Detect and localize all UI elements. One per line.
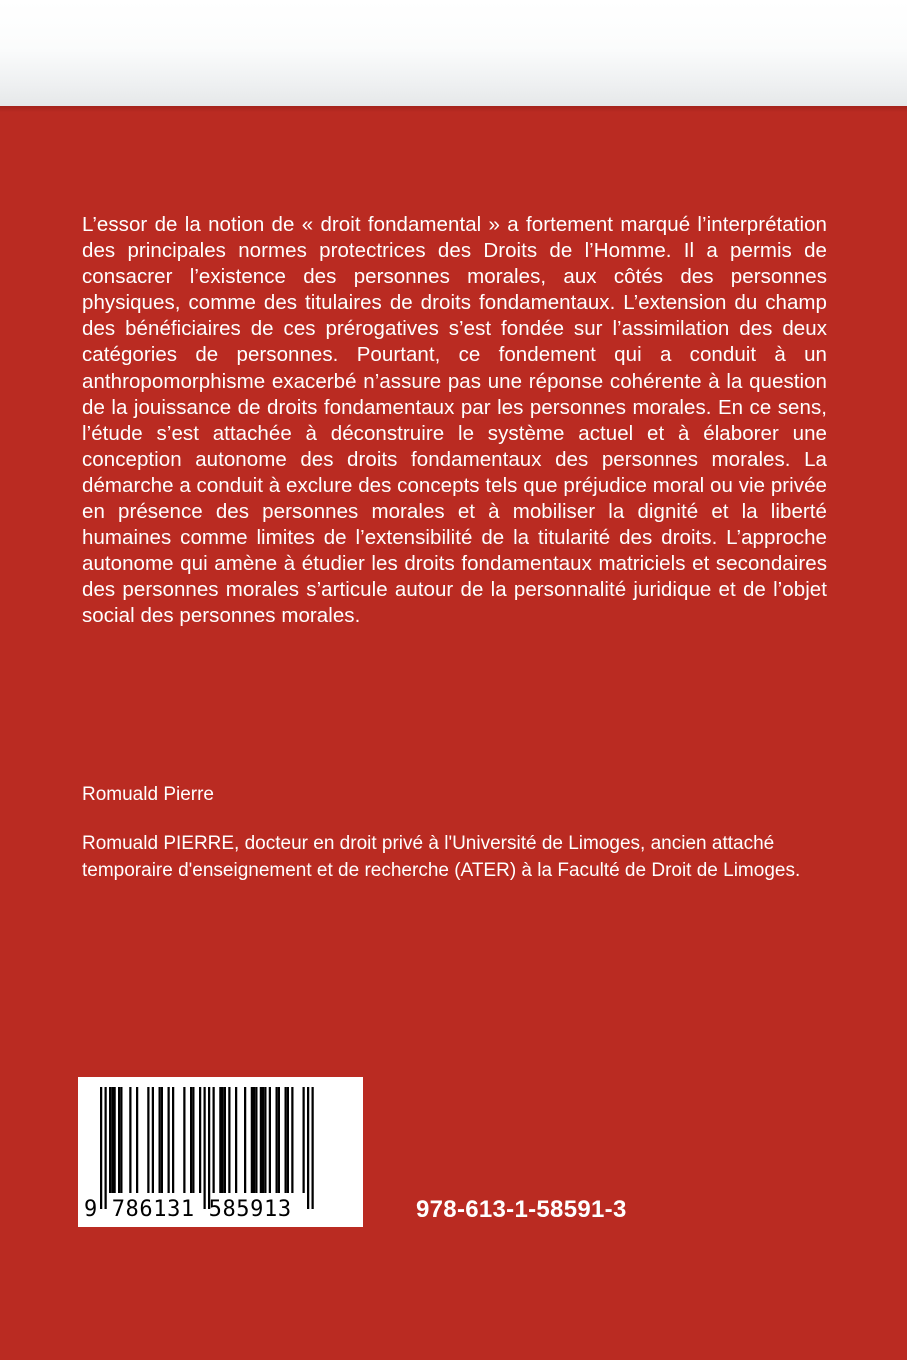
barcode-guard-bar	[307, 1087, 309, 1209]
barcode-bar	[251, 1087, 253, 1193]
barcode-bar	[276, 1087, 278, 1193]
back-cover-blurb: L’essor de la notion de « droit fondamental » a fortement marqué l’interprétation des principales normes protectrices des Droits de l’Homme. Il a permis de consacrer l’existence des personnes morales, aux côtés des personnes physiques, comme des titulaires de droits fondamentaux. L’extension du champ des bénéficiaires de ces prérogatives s’est fondée sur l’assimilation des deux catégories de personnes. Pourtant, ce fondement qui a conduit à un anthropomorphisme exacerbé n’assure pas une réponse cohérente à la question de la jouissance de droits fondamentaux par les personnes morales. En ce sens, l’étude s’est attachée à déconstruire le système actuel et à élaborer une conception autonome des droits fondamentaux des personnes morales. La démarche a conduit à exclure des concepts tels que préjudice moral ou vie privée en présence des personnes morales et à mobiliser la dignité et la liberté humaines comme limites de l’extensibilité de la titularité des droits. L’approche autonome qui amène à étudier les droits fondamentaux matriciels et secondaires des personnes morales s’articule autour de la personnalité juridique et de l’objet social des personnes morales.	[82, 213, 827, 628]
barcode-digits: 9 786131 585913	[84, 1197, 292, 1222]
barcode-bar	[109, 1087, 111, 1193]
isbn-number: 978-613-1-58591-3	[416, 1196, 627, 1223]
barcode	[78, 1077, 363, 1227]
barcode-bar	[262, 1087, 264, 1193]
barcode-bar	[183, 1087, 185, 1193]
barcode-bar	[114, 1087, 116, 1193]
barcode-bar	[244, 1087, 246, 1193]
barcode-bar	[161, 1087, 163, 1193]
barcode-bar	[147, 1087, 149, 1193]
barcode-bar	[199, 1087, 201, 1193]
author-bio: Romuald PIERRE, docteur en droit privé à l'Université de Limoges, ancien attaché temporaire d'enseignement et de recherche (ATER) à la Faculté de Droit de Limoges.	[82, 833, 801, 881]
barcode-bar	[172, 1087, 174, 1193]
barcode-bar	[253, 1087, 255, 1193]
barcode-bar	[269, 1087, 271, 1193]
barcode-bar	[287, 1087, 289, 1193]
barcode-bar	[129, 1087, 131, 1193]
barcode-bar	[285, 1087, 287, 1193]
barcode-bar	[168, 1087, 170, 1193]
barcode-bar	[291, 1087, 293, 1193]
barcode-bar	[136, 1087, 138, 1193]
barcode-bar	[255, 1087, 257, 1193]
barcode-bar	[303, 1087, 305, 1193]
barcode-bar	[118, 1087, 120, 1193]
barcode-bar	[219, 1087, 221, 1193]
barcode-bar	[235, 1087, 237, 1193]
barcode-bar	[159, 1087, 161, 1193]
barcode-bar	[264, 1087, 266, 1193]
barcode-bar	[222, 1087, 224, 1193]
barcode-bar	[192, 1087, 194, 1193]
barcode-guard-bar	[312, 1087, 314, 1209]
barcode-bar	[111, 1087, 113, 1193]
barcode-guard-bar	[204, 1087, 206, 1209]
cover-top-band	[0, 0, 907, 106]
barcode-bar	[260, 1087, 262, 1193]
barcode-bar	[190, 1087, 192, 1193]
barcode-guard-bar	[105, 1087, 107, 1209]
author-name: Romuald Pierre	[82, 784, 214, 805]
barcode-bar	[120, 1087, 122, 1193]
barcode-bar	[224, 1087, 226, 1193]
barcode-bar	[278, 1087, 280, 1193]
barcode-bar	[152, 1087, 154, 1193]
barcode-guard-bar	[100, 1087, 102, 1209]
barcode-guard-bar	[208, 1087, 210, 1209]
barcode-bar	[228, 1087, 230, 1193]
barcode-bar	[213, 1087, 215, 1193]
